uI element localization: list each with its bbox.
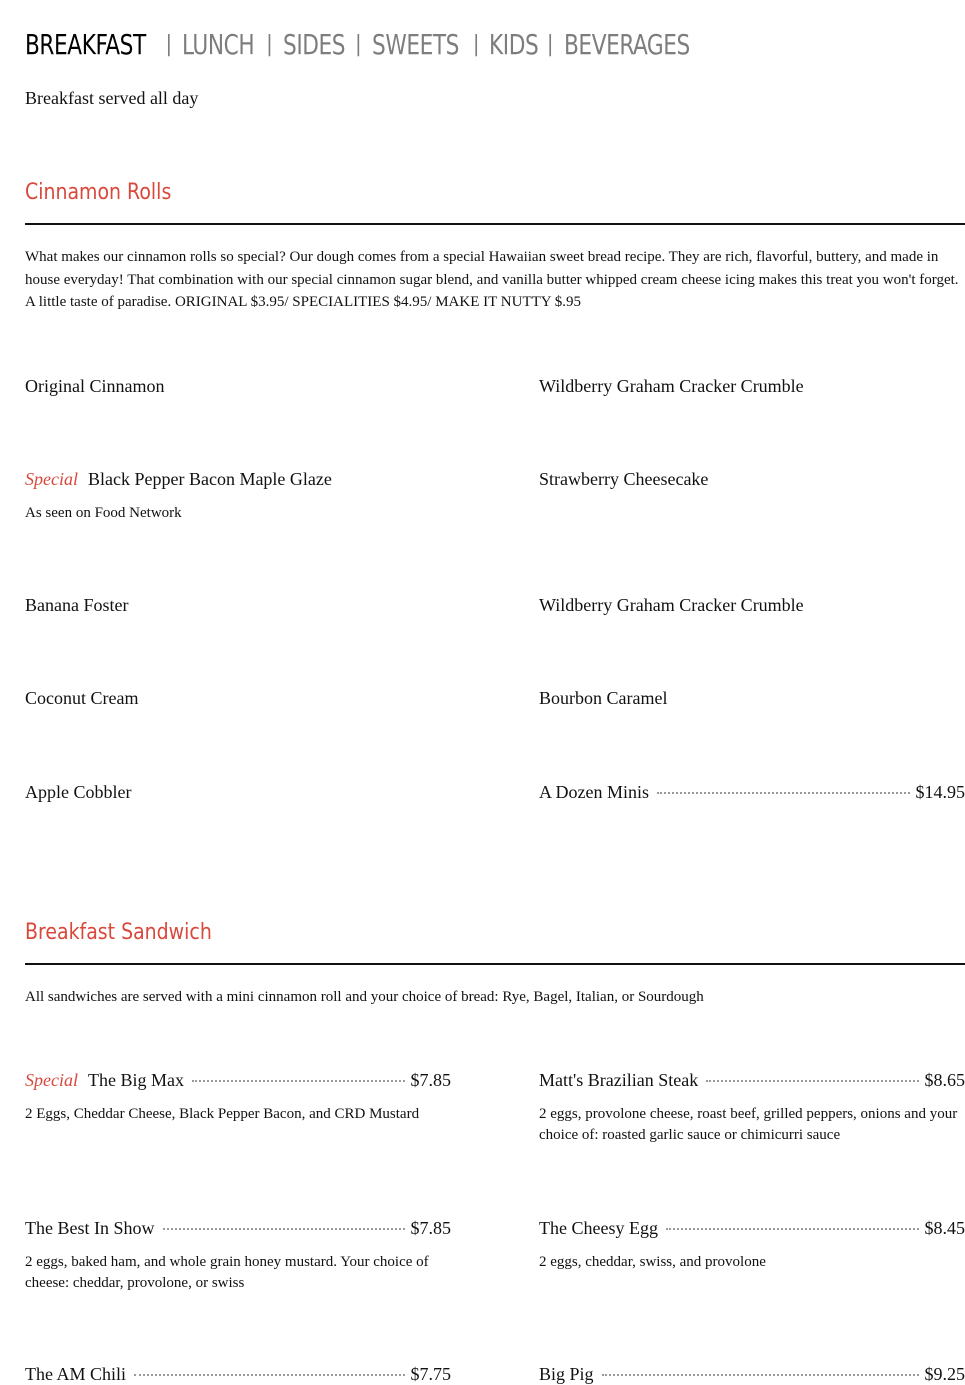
- item-name: Original Cinnamon: [25, 375, 164, 397]
- menu-item: [25, 594, 451, 616]
- item-name: Big Pig: [539, 1363, 594, 1385]
- breakfast-tagline: Breakfast served all day: [25, 88, 198, 109]
- item-name: Matt's Brazilian Steak: [539, 1069, 698, 1091]
- menu-item: [539, 1363, 965, 1385]
- nav-separator: |: [266, 32, 273, 57]
- item-name: Wildberry Graham Cracker Crumble: [539, 594, 804, 616]
- menu-item: [539, 375, 965, 397]
- item-name: Wildberry Graham Cracker Crumble: [539, 375, 804, 397]
- tab-beverages[interactable]: BEVERAGES: [564, 28, 690, 61]
- section-description-cinnamon-rolls: What makes our cinnamon rolls so special? Our dough comes from a special Hawaiian sweet bread recipe. They are rich, flavorful, buttery, and made in house everyday! That combination with our special cinnamon sugar blend, and vanilla butter whipped cream cheese icing makes this treat you won't forget. A little taste of paradise. ORIGINAL $3.95/ SPECIALITIES $4.95/ MAKE IT NUTTY $.95: [25, 246, 965, 314]
- menu-item: [539, 781, 965, 803]
- item-price: $7.85: [411, 1217, 452, 1239]
- menu-category-nav: [25, 28, 706, 61]
- item-name: A Dozen Minis: [539, 781, 649, 803]
- section-divider: [25, 223, 965, 225]
- menu-item: [25, 1363, 451, 1385]
- leader-dots: [192, 1080, 405, 1082]
- leader-dots: [657, 792, 910, 794]
- item-price: $14.95: [916, 781, 965, 803]
- leader-dots: [706, 1080, 918, 1082]
- item-description: 2 Eggs, Cheddar Cheese, Black Pepper Bacon, and CRD Mustard: [25, 1104, 451, 1125]
- tab-breakfast[interactable]: BREAKFAST: [25, 28, 146, 61]
- tab-sweets[interactable]: SWEETS: [372, 28, 459, 61]
- nav-separator: |: [355, 32, 362, 57]
- item-name: Coconut Cream: [25, 687, 138, 709]
- section-title-cinnamon-rolls: Cinnamon Rolls: [25, 180, 171, 205]
- item-name: Apple Cobbler: [25, 781, 131, 803]
- item-description: As seen on Food Network: [25, 503, 451, 524]
- nav-separator: |: [547, 32, 554, 57]
- menu-item: [25, 468, 451, 524]
- menu-item: [25, 1217, 451, 1294]
- menu-item: [539, 468, 965, 490]
- tab-sides[interactable]: SIDES: [283, 28, 345, 61]
- section-description-breakfast-sandwich: All sandwiches are served with a mini cinnamon roll and your choice of bread: Rye, Bagel, Italian, or Sourdough: [25, 986, 965, 1009]
- menu-item: [25, 375, 451, 397]
- leader-dots: [163, 1228, 405, 1230]
- leader-dots: [666, 1228, 919, 1230]
- menu-item: [25, 687, 451, 709]
- section-title-breakfast-sandwich: Breakfast Sandwich: [25, 920, 212, 945]
- item-name: The Best In Show: [25, 1217, 155, 1239]
- menu-item: [539, 1217, 965, 1273]
- item-name: The AM Chili: [25, 1363, 126, 1385]
- item-price: $8.45: [925, 1217, 965, 1239]
- tab-lunch[interactable]: LUNCH: [182, 28, 254, 61]
- leader-dots: [602, 1374, 919, 1376]
- item-name: Bourbon Caramel: [539, 687, 667, 709]
- leader-dots: [134, 1374, 404, 1376]
- nav-separator: |: [165, 32, 172, 57]
- menu-item: [539, 687, 965, 709]
- item-price: $7.85: [411, 1069, 452, 1091]
- item-description: 2 eggs, baked ham, and whole grain honey mustard. Your choice of cheese: cheddar, provolone, or swiss: [25, 1252, 451, 1294]
- item-name: The Cheesy Egg: [539, 1217, 658, 1239]
- tab-kids[interactable]: KIDS: [489, 28, 538, 61]
- item-description: 2 eggs, cheddar, swiss, and provolone: [539, 1252, 965, 1273]
- section-divider: [25, 963, 965, 965]
- special-badge: Special: [25, 468, 78, 490]
- menu-item: [25, 1069, 451, 1125]
- item-price: $9.25: [925, 1363, 965, 1385]
- item-name: Strawberry Cheesecake: [539, 468, 708, 490]
- nav-separator: |: [473, 32, 480, 57]
- menu-item: [539, 594, 965, 616]
- item-description: 2 eggs, provolone cheese, roast beef, grilled peppers, onions and your choice of: roasted garlic sauce or chimicurri sauce: [539, 1104, 965, 1146]
- item-name: The Big Max: [88, 1069, 184, 1091]
- item-price: $8.65: [925, 1069, 965, 1091]
- menu-item: [539, 1069, 965, 1146]
- item-name: Black Pepper Bacon Maple Glaze: [88, 468, 332, 490]
- menu-item: [25, 781, 451, 803]
- special-badge: Special: [25, 1069, 78, 1091]
- item-price: $7.75: [411, 1363, 452, 1385]
- item-name: Banana Foster: [25, 594, 128, 616]
